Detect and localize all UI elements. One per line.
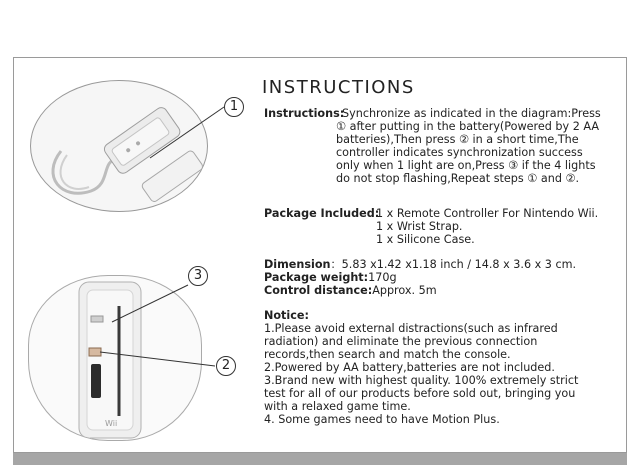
instructions-line-1: Synchronize as indicated in the diagram:Press [342, 107, 601, 120]
callout-2: 2 [216, 356, 236, 376]
package-item-1: 1 x Remote Controller For Nintendo Wii. [376, 207, 599, 220]
notice-line: 2.Powered by AA battery,batteries are not included. [264, 361, 555, 374]
notice-line: 3.Brand new with highest quality. 100% extremely strict [264, 374, 579, 387]
dimension-row [264, 258, 576, 271]
instructions-label: Instructions: [264, 107, 345, 120]
package-item-3: 1 x Silicone Case. [376, 233, 475, 246]
callout-1: 1 [224, 97, 244, 117]
instructions-line-4: controller indicates synchronization success [336, 146, 583, 159]
distance-value: Approx. 5m [372, 284, 437, 297]
instructions-line-6: do not stop flashing,Repeat steps ① and ②. [336, 172, 580, 185]
notice-line: radiation) and eliminate the previous connection [264, 335, 538, 348]
instructions-line-3: batteries),Then press ② in a short time,The [336, 133, 579, 146]
callout-3: 3 [188, 266, 208, 286]
notice-line: records,then search and match the console. [264, 348, 511, 361]
instructions-line-2: ① after putting in the battery(Powered by 2 AA [336, 120, 599, 133]
notice-line: with a relaxed game time. [264, 400, 411, 413]
remote-brand-logo: Wii [105, 419, 118, 428]
instructions-line-5: only when 1 light are on,Press ③ if the 4 lights [336, 159, 596, 172]
weight-label: Package weight: [264, 271, 369, 284]
weight-value: 170g [368, 271, 397, 284]
dimension-label: Dimension [264, 258, 331, 271]
notice-line: test for all of our products before sold out, bringing you [264, 387, 576, 400]
package-label: Package Included: [264, 207, 380, 220]
dimension-value: ：5.83 x1.42 x1.18 inch / 14.8 x 3.6 x 3 cm. [330, 258, 577, 271]
notice-line: 4. Some games need to have Motion Plus. [264, 413, 500, 426]
package-item-2: 1 x Wrist Strap. [376, 220, 463, 233]
notice-line: 1.Please avoid external distractions(such as infrared [264, 322, 558, 335]
notice-label: Notice: [264, 309, 309, 322]
page-title: INSTRUCTIONS [262, 77, 415, 98]
distance-label: Control distance: [264, 284, 373, 297]
weight-row [264, 271, 397, 284]
distance-row [264, 284, 437, 297]
